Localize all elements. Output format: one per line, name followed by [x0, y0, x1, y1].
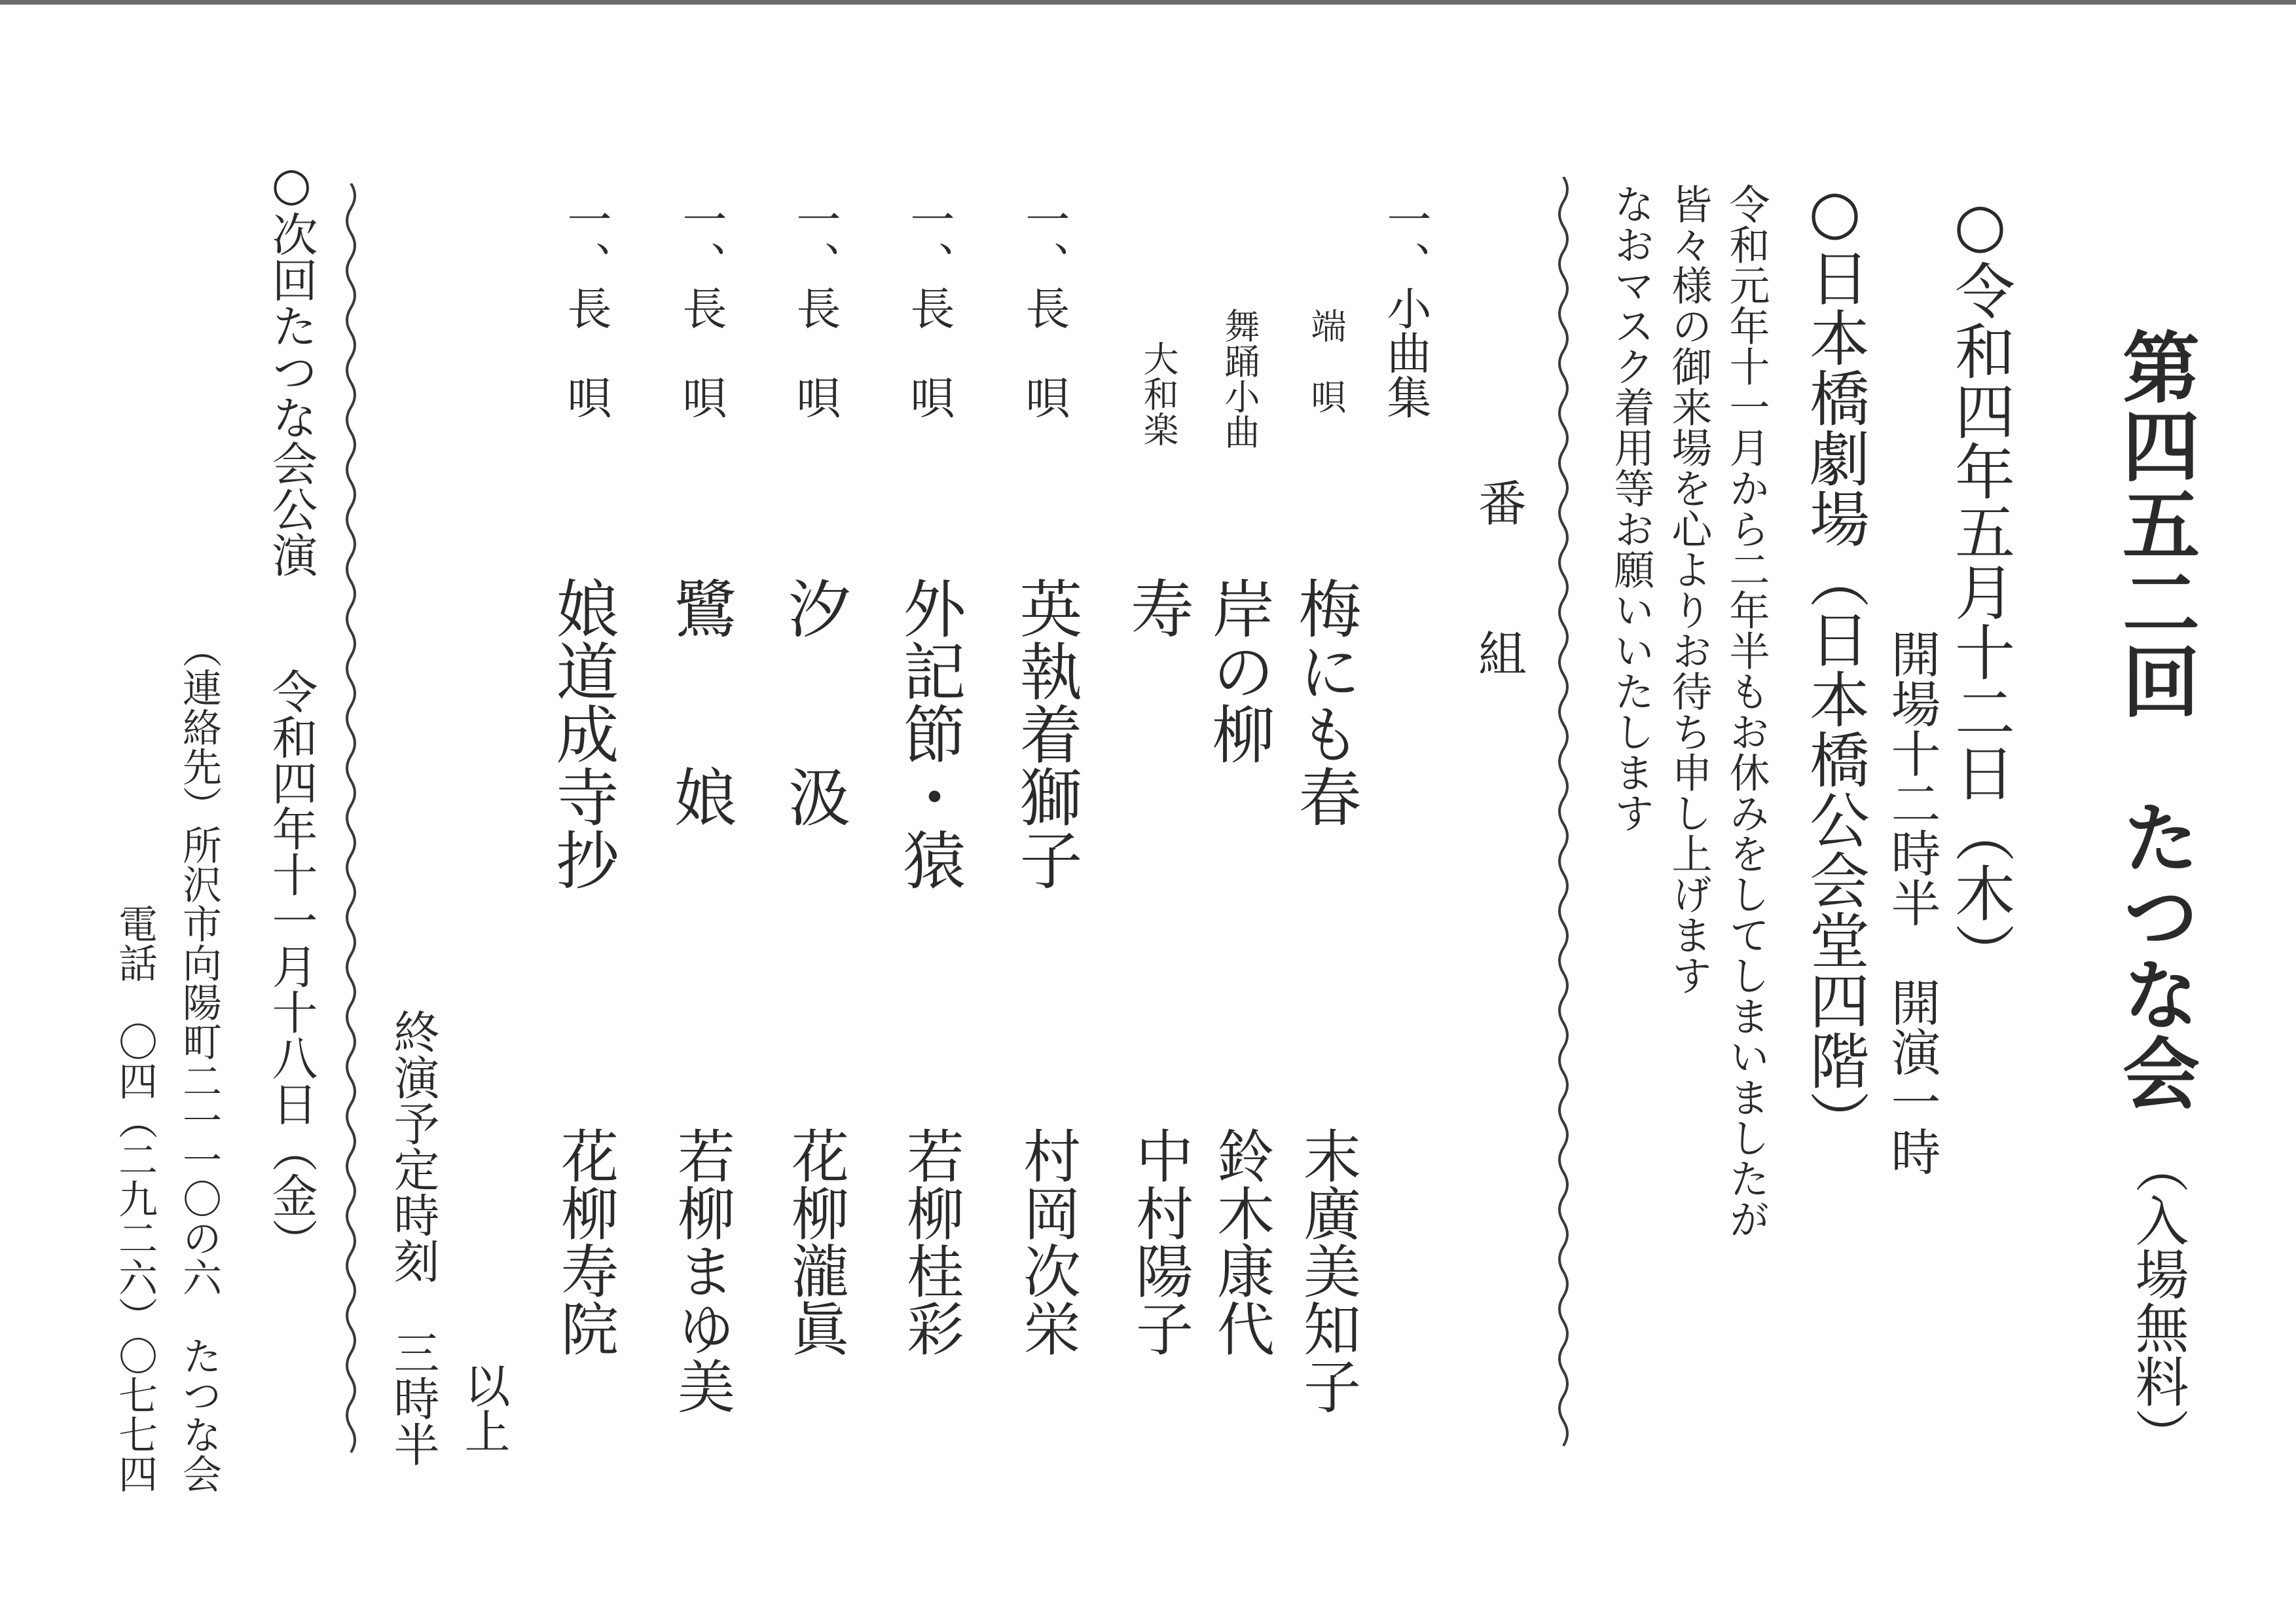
admission-fee: （入場無料）	[2126, 1139, 2189, 1462]
program-5-mark: 一、	[675, 196, 727, 286]
program-2-genre-label: 長 唄	[1018, 286, 1070, 419]
program-1-genre-label: 小曲集	[1379, 286, 1431, 419]
event-date: ○令和四年五月十二日（木）	[1945, 190, 2015, 983]
program-2-performer: 村岡次栄	[1014, 1126, 1082, 1357]
program-4-song: 汐 汲	[778, 576, 851, 828]
program-4-genre-label: 長 唄	[789, 286, 841, 419]
program-6-performer: 花柳寿院	[552, 1126, 619, 1357]
notice-line-1: 令和元年十一月から二年半もお休みをしてしまいましたが	[1722, 183, 1770, 1239]
title-main: 第四五二回	[2109, 327, 2200, 720]
program-3-genre	[903, 196, 955, 419]
program-1b-performer: 鈴木康代	[1208, 1126, 1275, 1357]
program-1c-performer: 中村陽子	[1127, 1126, 1194, 1357]
program-4-mark: 一、	[789, 196, 841, 286]
wavy-divider-left	[337, 183, 365, 1467]
program-1a-sub: 端 唄	[1305, 308, 1347, 414]
wavy-divider-right	[1549, 177, 1578, 1460]
program-6-song: 娘道成寺抄	[546, 576, 619, 891]
next-performance-label: ○次回たつな会公演	[264, 157, 318, 578]
next-performance-date: 令和四年十一月十八日（金）	[264, 668, 318, 1264]
program-3-performer: 若柳桂彩	[898, 1126, 965, 1357]
program-heading-gumi: 組	[1470, 629, 1527, 677]
program-1c-sub: 大和楽	[1138, 341, 1179, 447]
program-3-mark: 一、	[903, 196, 955, 286]
notice-line-3: なおマスク着用等お願いいたします	[1607, 183, 1655, 833]
program-2-mark: 一、	[1018, 196, 1070, 286]
contact-block	[176, 629, 222, 1493]
event-venue: ○日本橋劇場（日本橋公会堂四階）	[1800, 177, 1870, 1151]
contact-address: 所沢市向陽町二一一〇の六 たつな会	[176, 825, 222, 1493]
program-6-mark: 一、	[560, 196, 611, 286]
program-5-genre	[675, 196, 727, 419]
event-times: 開場十二時半 開演一時	[1883, 629, 1941, 1176]
title-group: たつな会	[2109, 798, 2200, 1112]
contact-label: （連絡先）	[176, 629, 222, 825]
program-4-genre	[789, 196, 841, 419]
program-6-genre	[560, 196, 611, 419]
contact-phone: 電話 〇四（二九二六）〇七七四	[112, 904, 158, 1493]
program-4-performer: 花柳瀧眞	[782, 1126, 850, 1357]
program-5-genre-label: 長 唄	[675, 286, 727, 419]
program-3-song: 外記節・猿	[893, 576, 966, 891]
program-1a-song: 梅にも春	[1288, 576, 1362, 828]
program-2-song: 英執着獅子	[1010, 576, 1083, 891]
program-2-genre	[1018, 196, 1070, 419]
closing-end-time: 終演予定時刻 三時半	[386, 1008, 440, 1467]
program-1b-sub: 舞踊小曲	[1219, 308, 1260, 449]
program-1c-song: 寿	[1121, 576, 1194, 639]
title-column	[2109, 327, 2200, 1112]
program-1b-song: 岸の柳	[1202, 576, 1275, 765]
program-3-genre-label: 長 唄	[903, 286, 955, 419]
program-6-genre-label: 長 唄	[560, 286, 611, 419]
closing-ijou: 以上	[457, 1362, 511, 1454]
top-border	[0, 0, 2296, 5]
program-5-performer: 若柳まゆ美	[668, 1126, 736, 1414]
program-1a-performer: 末廣美知子	[1294, 1126, 1362, 1414]
program-1-mark: 一、	[1379, 196, 1431, 286]
notice-line-2: 皆々様の御来場を心よりお待ち申し上げます	[1665, 183, 1713, 995]
program-heading-ban: 番	[1470, 478, 1527, 526]
program-1-genre	[1379, 196, 1431, 419]
program-5-song: 鷺 娘	[664, 576, 737, 828]
